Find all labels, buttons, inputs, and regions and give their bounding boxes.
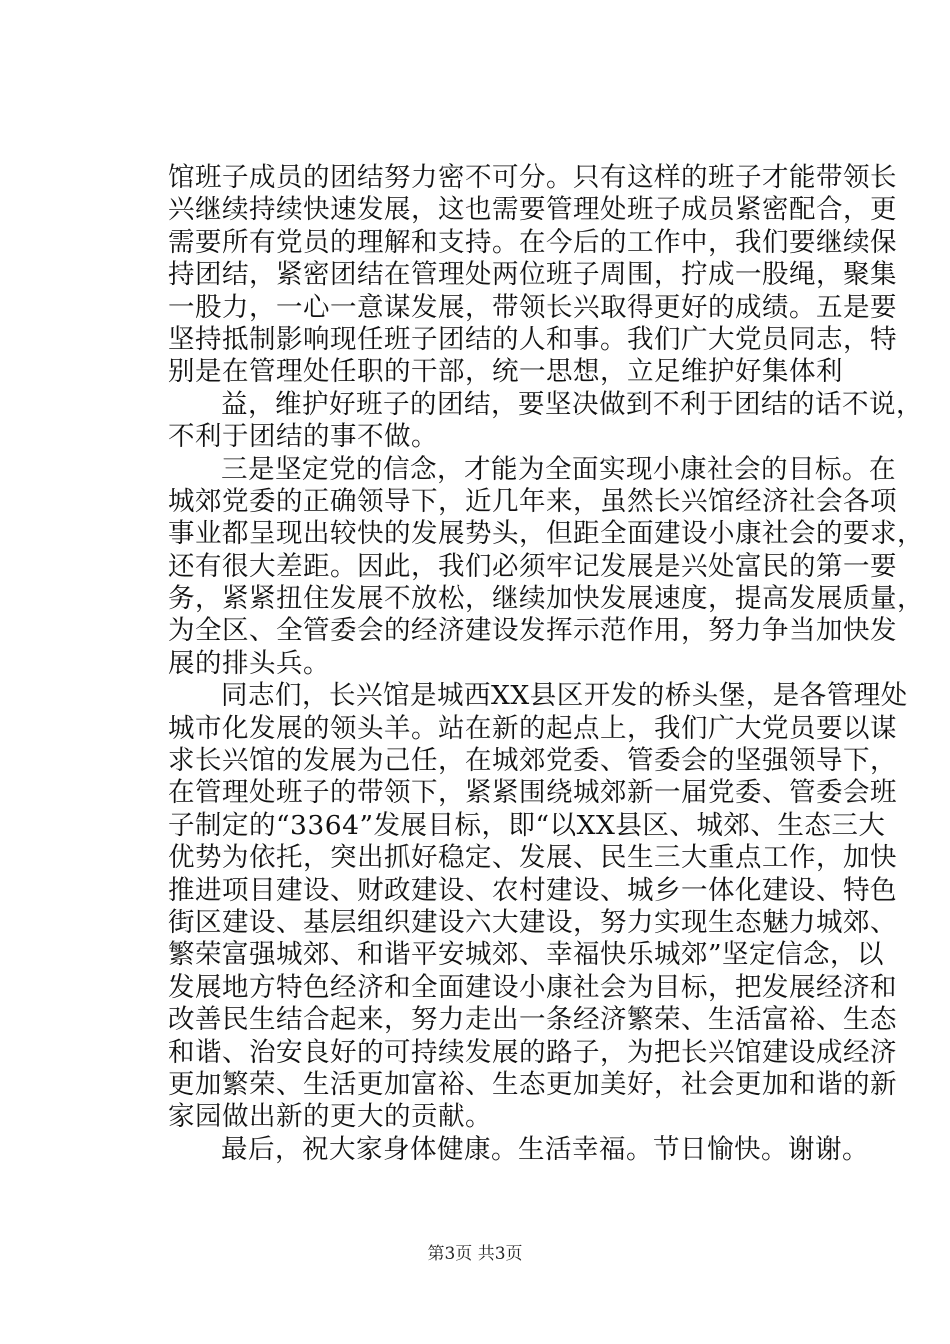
text-line: 更加繁荣、生活更加富裕、生态更加美好，社会更加和谐的新 — [168, 1068, 897, 1100]
text-line: 兴继续持续快速发展，这也需要管理处班子成员紧密配合，更 — [168, 194, 897, 226]
text-line: 和谐、治安良好的可持续发展的路子，为把长兴馆建设成经济 — [168, 1036, 897, 1068]
text-line: 求长兴馆的发展为己任，在城郊党委、管委会的坚强领导下， — [168, 745, 897, 777]
text-line: 不利于团结的事不做。 — [168, 421, 438, 453]
text-line: 街区建设、基层组织建设六大建设，努力实现生态魅力城郊、 — [168, 906, 897, 938]
text-line: 城郊党委的正确领导下，近几年来，虽然长兴馆经济社会各项 — [168, 485, 897, 517]
text-line: 务，紧紧扭住发展不放松，继续加快发展速度，提高发展质量， — [168, 583, 924, 615]
text-line: 在管理处班子的带领下，紧紧围绕城郊新一届党委、管委会班 — [168, 777, 897, 809]
text-line: 子制定的“3364”发展目标，即“以XX县区、城郊、生态三大 — [168, 809, 886, 841]
text-line: 推进项目建设、财政建设、农村建设、城乡一体化建设、特色 — [168, 874, 897, 906]
text-line: 一股力，一心一意谋发展，带领长兴取得更好的成绩。五是要 — [168, 291, 897, 323]
text-line: 优势为依托，突出抓好稳定、发展、民生三大重点工作，加快 — [168, 842, 897, 874]
text-line: 发展地方特色经济和全面建设小康社会为目标，把发展经济和 — [168, 971, 897, 1003]
text-line: 最后，祝大家身体健康。生活幸福。节日愉快。谢谢。 — [221, 1133, 869, 1165]
text-line: 为全区、全管委会的经济建设发挥示范作用，努力争当加快发 — [168, 615, 897, 647]
text-line: 需要所有党员的理解和支持。在今后的工作中，我们要继续保 — [168, 226, 897, 258]
text-line: 馆班子成员的团结努力密不可分。只有这样的班子才能带领长 — [168, 162, 897, 193]
text-line: 展的排头兵。 — [168, 647, 330, 679]
text-line: 家园做出新的更大的贡献。 — [168, 1101, 492, 1133]
document-body — [168, 162, 924, 1166]
page-number-footer: 第3页 共3页 — [427, 1244, 523, 1264]
text-line: 持团结，紧密团结在管理处两位班子周围，拧成一股绳，聚集 — [168, 259, 897, 291]
text-line: 事业都呈现出较快的发展势头，但距全面建设小康社会的要求， — [168, 518, 924, 550]
text-line: 还有很大差距。因此，我们必须牢记发展是兴处富民的第一要 — [168, 550, 897, 582]
text-line: 坚持抵制影响现任班子团结的人和事。我们广大党员同志，特 — [168, 323, 897, 355]
text-line: 同志们，长兴馆是城西XX县区开发的桥头堡，是各管理处 — [221, 680, 908, 712]
text-line: 城市化发展的领头羊。站在新的起点上，我们广大党员要以谋 — [168, 712, 897, 744]
text-line: 改善民生结合起来，努力走出一条经济繁荣、生活富裕、生态 — [168, 1004, 897, 1036]
text-line: 别是在管理处任职的干部，统一思想，立足维护好集体利 — [168, 356, 843, 388]
text-line: 繁荣富强城郊、和谐平安城郊、幸福快乐城郊”坚定信念，以 — [168, 939, 885, 971]
text-line: 益，维护好班子的团结，要坚决做到不利于团结的话不说， — [221, 388, 923, 420]
text-line: 三是坚定党的信念，才能为全面实现小康社会的目标。在 — [221, 453, 896, 485]
